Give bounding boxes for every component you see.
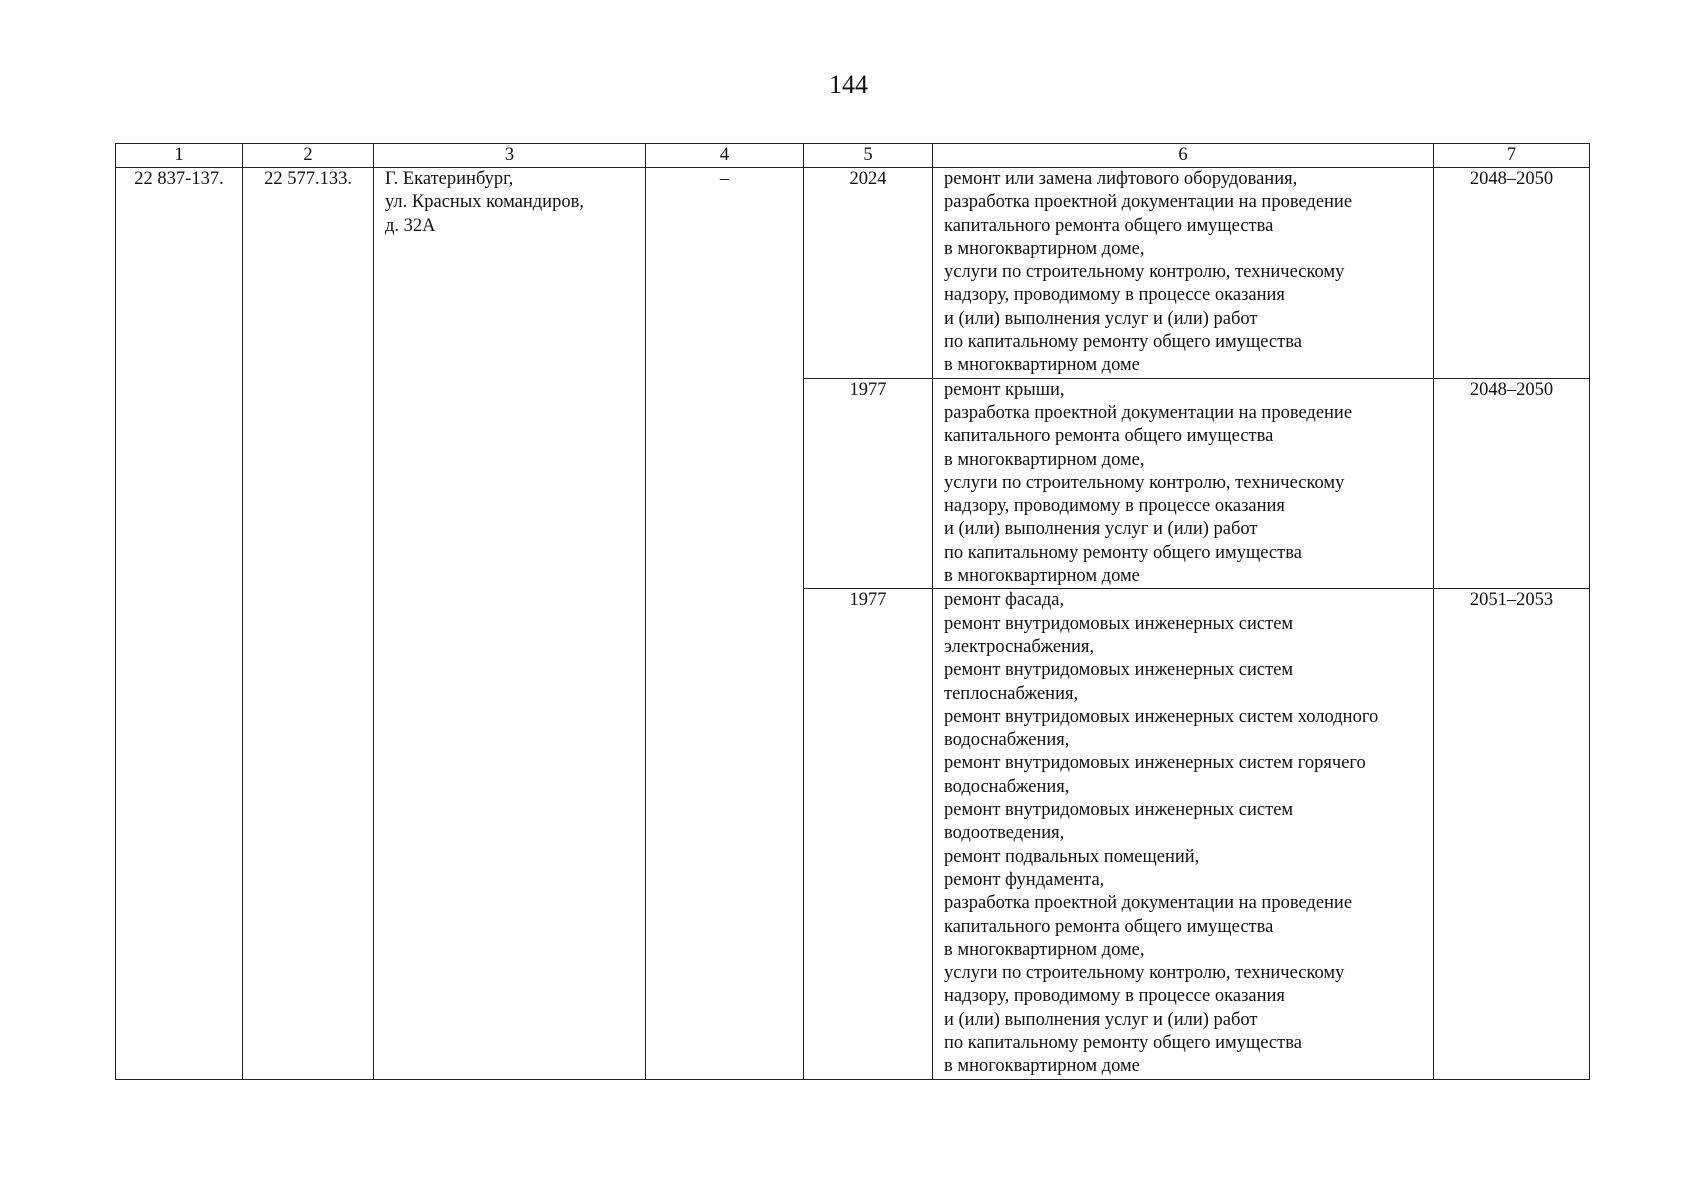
work-item-line: ремонт внутридомовых инженерных систем (944, 613, 1294, 634)
work-item-line: в многоквартирном доме, (944, 939, 1145, 960)
work-item-line: по капитальному ремонту общего имущества (944, 1032, 1302, 1053)
work-item-line: разработка проектной документации на проведение (944, 192, 1353, 213)
year-cell: 1977 (804, 589, 933, 1079)
work-item-line: услуги по строительному контролю, техническому (944, 262, 1345, 283)
address-cell (374, 168, 646, 1080)
column-header-6: 6 (933, 144, 1434, 168)
period-cell: 2048–2050 (1434, 378, 1590, 589)
work-item-line: и (или) выполнения услуг и (или) работ (944, 1009, 1258, 1030)
work-item-line: разработка проектной документации на проведение (944, 893, 1353, 914)
period-cell: 2051–2053 (1434, 589, 1590, 1079)
address-line: д. 32А (385, 215, 436, 236)
work-list-cell (933, 589, 1434, 1079)
address-line: Г. Екатеринбург, (385, 169, 514, 189)
work-item-line: и (или) выполнения услуг и (или) работ (944, 519, 1258, 540)
work-item-line: ремонт внутридомовых инженерных систем горячего (944, 753, 1366, 774)
work-item-line: в многоквартирном доме, (944, 449, 1145, 470)
work-item-line: в многоквартирном доме (944, 566, 1140, 587)
table-row (116, 168, 1590, 379)
year-cell: 1977 (804, 378, 933, 589)
work-item-line: водоснабжения, (944, 730, 1070, 751)
work-item-line: ремонт внутридомовых инженерных систем холодного (944, 706, 1379, 727)
work-item-line: по капитальному ремонту общего имущества (944, 542, 1302, 563)
work-item-line: ремонт фасада, (944, 590, 1065, 611)
column-header-7: 7 (1434, 144, 1590, 168)
work-item-line: разработка проектной документации на проведение (944, 402, 1353, 423)
capital-repair-table (115, 143, 1590, 1080)
period-cell: 2048–2050 (1434, 168, 1590, 379)
work-list-cell (933, 378, 1434, 589)
work-item-line: ремонт подвальных помещений, (944, 846, 1200, 867)
column-number-header (116, 144, 1590, 168)
work-item-line: услуги по строительному контролю, техническому (944, 472, 1345, 493)
column-header-5: 5 (804, 144, 933, 168)
column-4-cell: – (646, 168, 804, 1080)
work-item-line: надзору, проводимому в процессе оказания (944, 496, 1285, 517)
work-item-line: ремонт или замена лифтового оборудования, (944, 169, 1298, 189)
work-item-line: в многоквартирном доме (944, 355, 1140, 376)
work-item-line: капитального ремонта общего имущества (944, 916, 1274, 937)
column-header-1: 1 (116, 144, 243, 168)
work-item-line: в многоквартирном доме, (944, 238, 1145, 259)
column-header-2: 2 (243, 144, 374, 168)
work-item-line: в многоквартирном доме (944, 1056, 1140, 1077)
row-number-cell: 22 837-137. (116, 168, 243, 1080)
work-item-line: ремонт внутридомовых инженерных систем (944, 660, 1294, 681)
work-item-line: по капитальному ремонту общего имущества (944, 332, 1302, 353)
work-item-line: теплоснабжения, (944, 683, 1079, 704)
work-item-line: водоснабжения, (944, 776, 1070, 797)
work-item-line: надзору, проводимому в процессе оказания (944, 986, 1285, 1007)
year-cell: 2024 (804, 168, 933, 379)
work-item-line: капитального ремонта общего имущества (944, 215, 1274, 236)
work-item-line: надзору, проводимому в процессе оказания (944, 285, 1285, 306)
work-item-line: услуги по строительному контролю, техническому (944, 963, 1345, 984)
work-item-line: ремонт фундамента, (944, 869, 1105, 890)
page-number: 144 (829, 70, 868, 99)
address-line: ул. Красных командиров, (385, 192, 584, 213)
work-item-line: ремонт внутридомовых инженерных систем (944, 800, 1294, 821)
column-header-3: 3 (374, 144, 646, 168)
work-item-line: водоотведения, (944, 823, 1065, 844)
work-item-line: и (или) выполнения услуг и (или) работ (944, 308, 1258, 329)
column-header-4: 4 (646, 144, 804, 168)
work-item-line: ремонт крыши, (944, 379, 1065, 400)
work-item-line: электроснабжения, (944, 636, 1095, 657)
building-number-cell: 22 577.133. (243, 168, 374, 1080)
work-list-cell (933, 168, 1434, 379)
work-item-line: капитального ремонта общего имущества (944, 426, 1274, 447)
